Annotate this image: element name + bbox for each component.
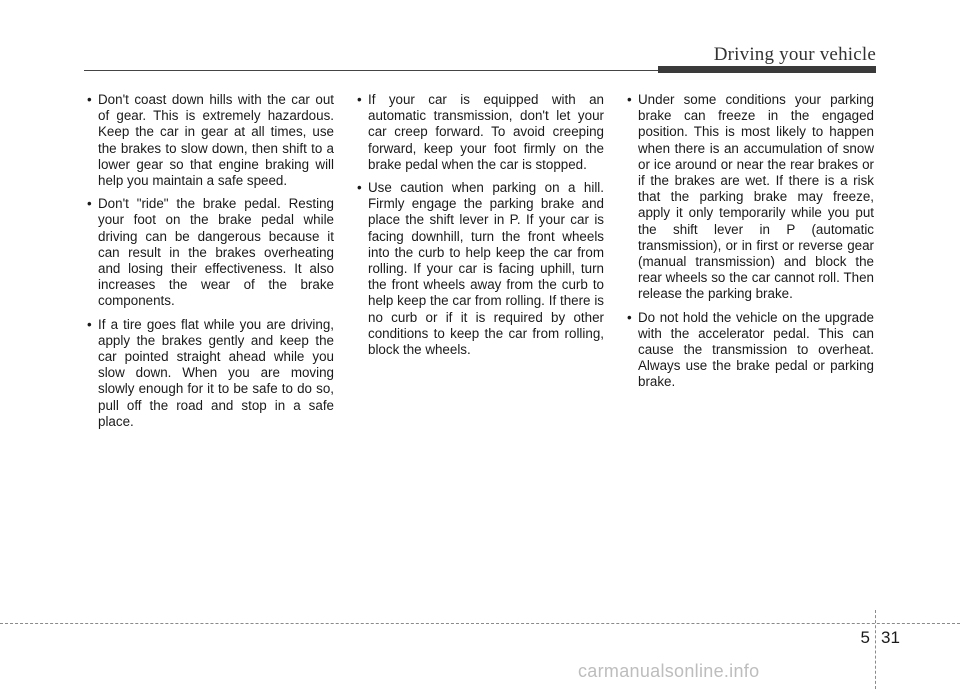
text-column-3 bbox=[624, 92, 874, 398]
bullet-item bbox=[354, 180, 604, 358]
bullet-icon: • bbox=[357, 92, 362, 107]
bullet-item bbox=[624, 92, 874, 303]
bullet-text: Use caution when parking on a hill. Firmly engage the parking brake and place the shift lever in P. If your car is facing downhill, turn the front wheels into the curb to help keep the car from rolling. If your car is facing uphill, turn the front wheels away from the curb to help keep the car from rolling. If there is no curb or if it is required by other conditions to keep the car from rolling, block the wheels. bbox=[368, 180, 604, 358]
bullet-item bbox=[354, 92, 604, 173]
bullet-icon: • bbox=[87, 92, 92, 107]
page-number: 31 bbox=[881, 628, 900, 647]
bullet-item bbox=[84, 317, 334, 430]
bullet-icon: • bbox=[627, 92, 632, 107]
watermark-link[interactable]: carmanualsonline.info bbox=[578, 661, 760, 681]
bullet-text: Do not hold the vehicle on the upgrade with the accelerator pedal. This can cause the transmission to overheat. Always use the brake pedal or parking brake. bbox=[638, 309, 874, 390]
bullet-item bbox=[84, 196, 334, 309]
bullet-text: If a tire goes flat while you are driving, apply the brakes gently and keep the car pointed straight ahead while you slow down. When you are moving slowly enough for it to be safe to do so, pull off the road and stop in a safe place. bbox=[98, 316, 334, 429]
text-column-1 bbox=[84, 92, 334, 437]
section-title: Driving your vehicle bbox=[713, 44, 876, 65]
bullet-text: Under some conditions your parking brake can freeze in the engaged position. This is most likely to happen when there is an accumulation of snow or ice around or near the rear brakes or if the brakes are wet. If there is a risk that the parking brake may freeze, apply it only temporarily while you put the shift lever in P (automatic transmission), or in first or reverse gear (manual transmission) and block the rear wheels so the car cannot roll. Then release the parking brake. bbox=[638, 92, 874, 302]
header-rule-accent bbox=[658, 66, 876, 73]
bullet-text: Don't "ride" the brake pedal. Resting your foot on the brake pedal while driving can be dangerous because it can result in the brakes overheating and losing their effectiveness. It also increases the wear of the brake components. bbox=[98, 196, 334, 309]
footer-divider bbox=[875, 610, 876, 689]
footer-rule bbox=[0, 623, 960, 624]
bullet-text: If your car is equipped with an automatic transmission, don't let your car creep forward. To avoid creeping forward, keep your foot firmly on the brake pedal when the car is stopped. bbox=[368, 92, 604, 172]
header-rule bbox=[84, 70, 658, 71]
bullet-item bbox=[84, 92, 334, 189]
text-column-2 bbox=[354, 92, 604, 365]
bullet-icon: • bbox=[87, 316, 92, 332]
bullet-icon: • bbox=[357, 180, 362, 196]
chapter-number: 5 bbox=[860, 628, 870, 647]
bullet-text: Don't coast down hills with the car out of gear. This is extremely hazardous. Keep the car in gear at all times, use the brakes to slow down, then shift to a lower gear so that engine braking will help you maintain a safe speed. bbox=[98, 92, 334, 189]
bullet-icon: • bbox=[627, 309, 632, 325]
bullet-item bbox=[624, 310, 874, 391]
bullet-icon: • bbox=[87, 196, 92, 212]
